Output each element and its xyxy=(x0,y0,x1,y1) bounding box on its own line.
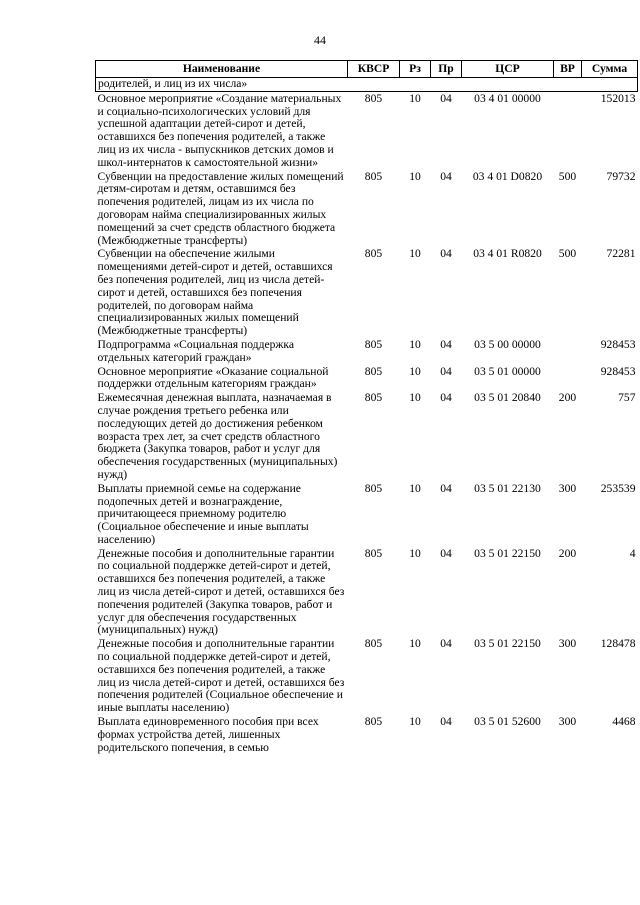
cell-name: Основное мероприятие «Создание материальных и социально-психологических условий для успешной адаптации детей-сирот и детей, оставшихся без попечения родителей, а также лиц из их числа - выпускников детских домов и школ-интернатов к самостоятельной жизни» xyxy=(97,91,342,169)
cell-rz: 10 xyxy=(409,481,421,495)
cell-name: Основное мероприятие «Оказание социальной поддержки отдельным категориям граждан» xyxy=(97,364,329,391)
cell-vr: 200 xyxy=(558,546,577,560)
header-csr: ЦСР xyxy=(462,61,554,78)
cell-sum: 79732 xyxy=(606,169,636,183)
cell-name: Денежные пособия и дополнительные гарантии по социальной поддержке детей-сирот и детей, оставшихся без попечения родителей, а также лиц из числа детей-сирот и детей, оставшихся без попечения родителей (Закупка товаров, работ и услуг для обеспечения государственных (муниципальных) нужд) xyxy=(97,546,345,637)
header-pr: Пр xyxy=(431,61,462,78)
table-row xyxy=(96,91,638,169)
cell-csr: 03 4 01 D0820 xyxy=(472,169,543,183)
table-row xyxy=(96,715,638,754)
table-row xyxy=(96,170,638,248)
cell-pr: 04 xyxy=(440,247,452,261)
cell-sum: 72281 xyxy=(606,247,636,261)
cell-csr: 03 5 01 22150 xyxy=(474,637,541,651)
cell-pr: 04 xyxy=(440,546,452,560)
cell-sum: 928453 xyxy=(600,337,636,351)
cell-vr xyxy=(554,91,582,169)
cell-sum: 4 xyxy=(629,546,636,560)
table-row xyxy=(96,391,638,482)
cell-kvsr: 805 xyxy=(364,247,383,261)
cell-csr: 03 5 01 00000 xyxy=(474,364,541,378)
cell-sum: 928453 xyxy=(600,364,636,378)
cell-name: Денежные пособия и дополнительные гарантии по социальной поддержке детей-сирот и детей, оставшихся без попечения родителей, а также лиц из числа детей-сирот и детей, оставшихся без попечения родителей (Социальное обеспечение и иные выплаты населению) xyxy=(97,637,345,715)
cell-rz: 10 xyxy=(409,169,421,183)
cell-csr: 03 5 01 22150 xyxy=(474,546,541,560)
cell-kvsr: 805 xyxy=(364,391,383,405)
table-row xyxy=(96,547,638,638)
cell-csr: 03 5 01 22130 xyxy=(474,481,541,495)
cell-name: Выплата единовременного пособия при всех формах устройства детей, лишенных родительского попечения, в семью xyxy=(97,715,319,754)
table-body xyxy=(96,91,638,754)
cell-pr: 04 xyxy=(440,169,452,183)
cell-sum: 253539 xyxy=(600,481,636,495)
cell-vr: 300 xyxy=(558,481,577,495)
cell-kvsr: 805 xyxy=(364,481,383,495)
page-number: 44 xyxy=(314,33,326,47)
cell-name: Подпрограмма «Социальная поддержка отдельных категорий граждан» xyxy=(97,337,295,364)
header-name: Наименование xyxy=(96,61,348,78)
cell-pr: 04 xyxy=(440,391,452,405)
table-row xyxy=(96,637,638,715)
cell-rz: 10 xyxy=(409,247,421,261)
cell-csr: 03 5 01 52600 xyxy=(474,715,541,729)
header-vr: ВР xyxy=(554,61,582,78)
cell-kvsr: 805 xyxy=(364,546,383,560)
header-kvsr: КВСР xyxy=(348,61,400,78)
cell-rz: 10 xyxy=(409,637,421,651)
cell-kvsr: 805 xyxy=(364,637,383,651)
cell-pr: 04 xyxy=(440,715,452,729)
cell-csr: 03 4 01 R0820 xyxy=(473,247,542,261)
cell-rz: 10 xyxy=(409,715,421,729)
cell-name: Ежемесячная денежная выплата, назначаемая в случае рождения третьего ребенка или последующих детей до достижения ребенком возраста трех лет, за счет средств областного бюджета (Закупка товаров, работ и услуг для обеспечения государственных (муниципальных) нужд) xyxy=(97,391,338,481)
cell-kvsr: 805 xyxy=(364,91,383,105)
cell-name: Субвенции на предоставление жилых помещений детям-сиротам и детям, оставшимся без попечения родителей, лицам из их числа по договорам найма специализированных жилых помещений за счет средств областного бюджета (Межбюджетные трансферты) xyxy=(97,169,344,247)
budget-table xyxy=(95,60,638,754)
cell-csr: 03 5 00 00000 xyxy=(474,337,541,351)
cell-pr: 04 xyxy=(440,364,452,378)
table-row xyxy=(96,482,638,547)
cell-rz: 10 xyxy=(409,391,421,405)
header-sum: Сумма xyxy=(582,61,638,78)
cell-pr: 04 xyxy=(440,637,452,651)
cell-rz: 10 xyxy=(409,364,421,378)
cell-rz: 10 xyxy=(409,546,421,560)
cell-vr: 200 xyxy=(558,391,577,405)
table-row xyxy=(96,338,638,365)
cell-name: Субвенции на обеспечение жилыми помещениями детей-сирот и детей, оставшихся без попечения родителей, лиц из числа детей-сирот и детей, оставшихся без попечения родителей, по договорам найма специализированных жилых помещений (Межбюджетные трансферты) xyxy=(97,247,333,338)
table-row xyxy=(96,365,638,392)
cell-kvsr: 805 xyxy=(364,364,383,378)
cell-vr: 300 xyxy=(558,715,577,729)
cell-csr: 03 5 01 20840 xyxy=(474,391,541,405)
continuation-text: родителей, и лиц из их числа» xyxy=(96,78,638,92)
cell-csr: 03 4 01 00000 xyxy=(474,91,541,105)
continuation-row xyxy=(96,78,638,92)
cell-pr: 04 xyxy=(440,337,452,351)
cell-vr xyxy=(554,365,582,392)
table-row xyxy=(96,247,638,338)
cell-vr: 300 xyxy=(558,637,577,651)
cell-sum: 128478 xyxy=(600,637,636,651)
cell-rz: 10 xyxy=(409,337,421,351)
cell-pr: 04 xyxy=(440,91,452,105)
header-rz: Рз xyxy=(400,61,431,78)
cell-pr: 04 xyxy=(440,481,452,495)
cell-kvsr: 805 xyxy=(364,337,383,351)
cell-sum: 152013 xyxy=(600,91,636,105)
cell-kvsr: 805 xyxy=(364,715,383,729)
cell-sum: 4468 xyxy=(612,715,636,729)
cell-name: Выплаты приемной семье на содержание подопечных детей и вознаграждение, причитающееся приемному родителю (Социальное обеспечение и иные выплаты населению) xyxy=(97,481,309,546)
cell-vr: 500 xyxy=(558,169,577,183)
cell-kvsr: 805 xyxy=(364,169,383,183)
cell-vr xyxy=(554,338,582,365)
cell-sum: 757 xyxy=(618,391,636,405)
cell-rz: 10 xyxy=(409,91,421,105)
table-header xyxy=(96,61,638,78)
cell-vr: 500 xyxy=(558,247,577,261)
